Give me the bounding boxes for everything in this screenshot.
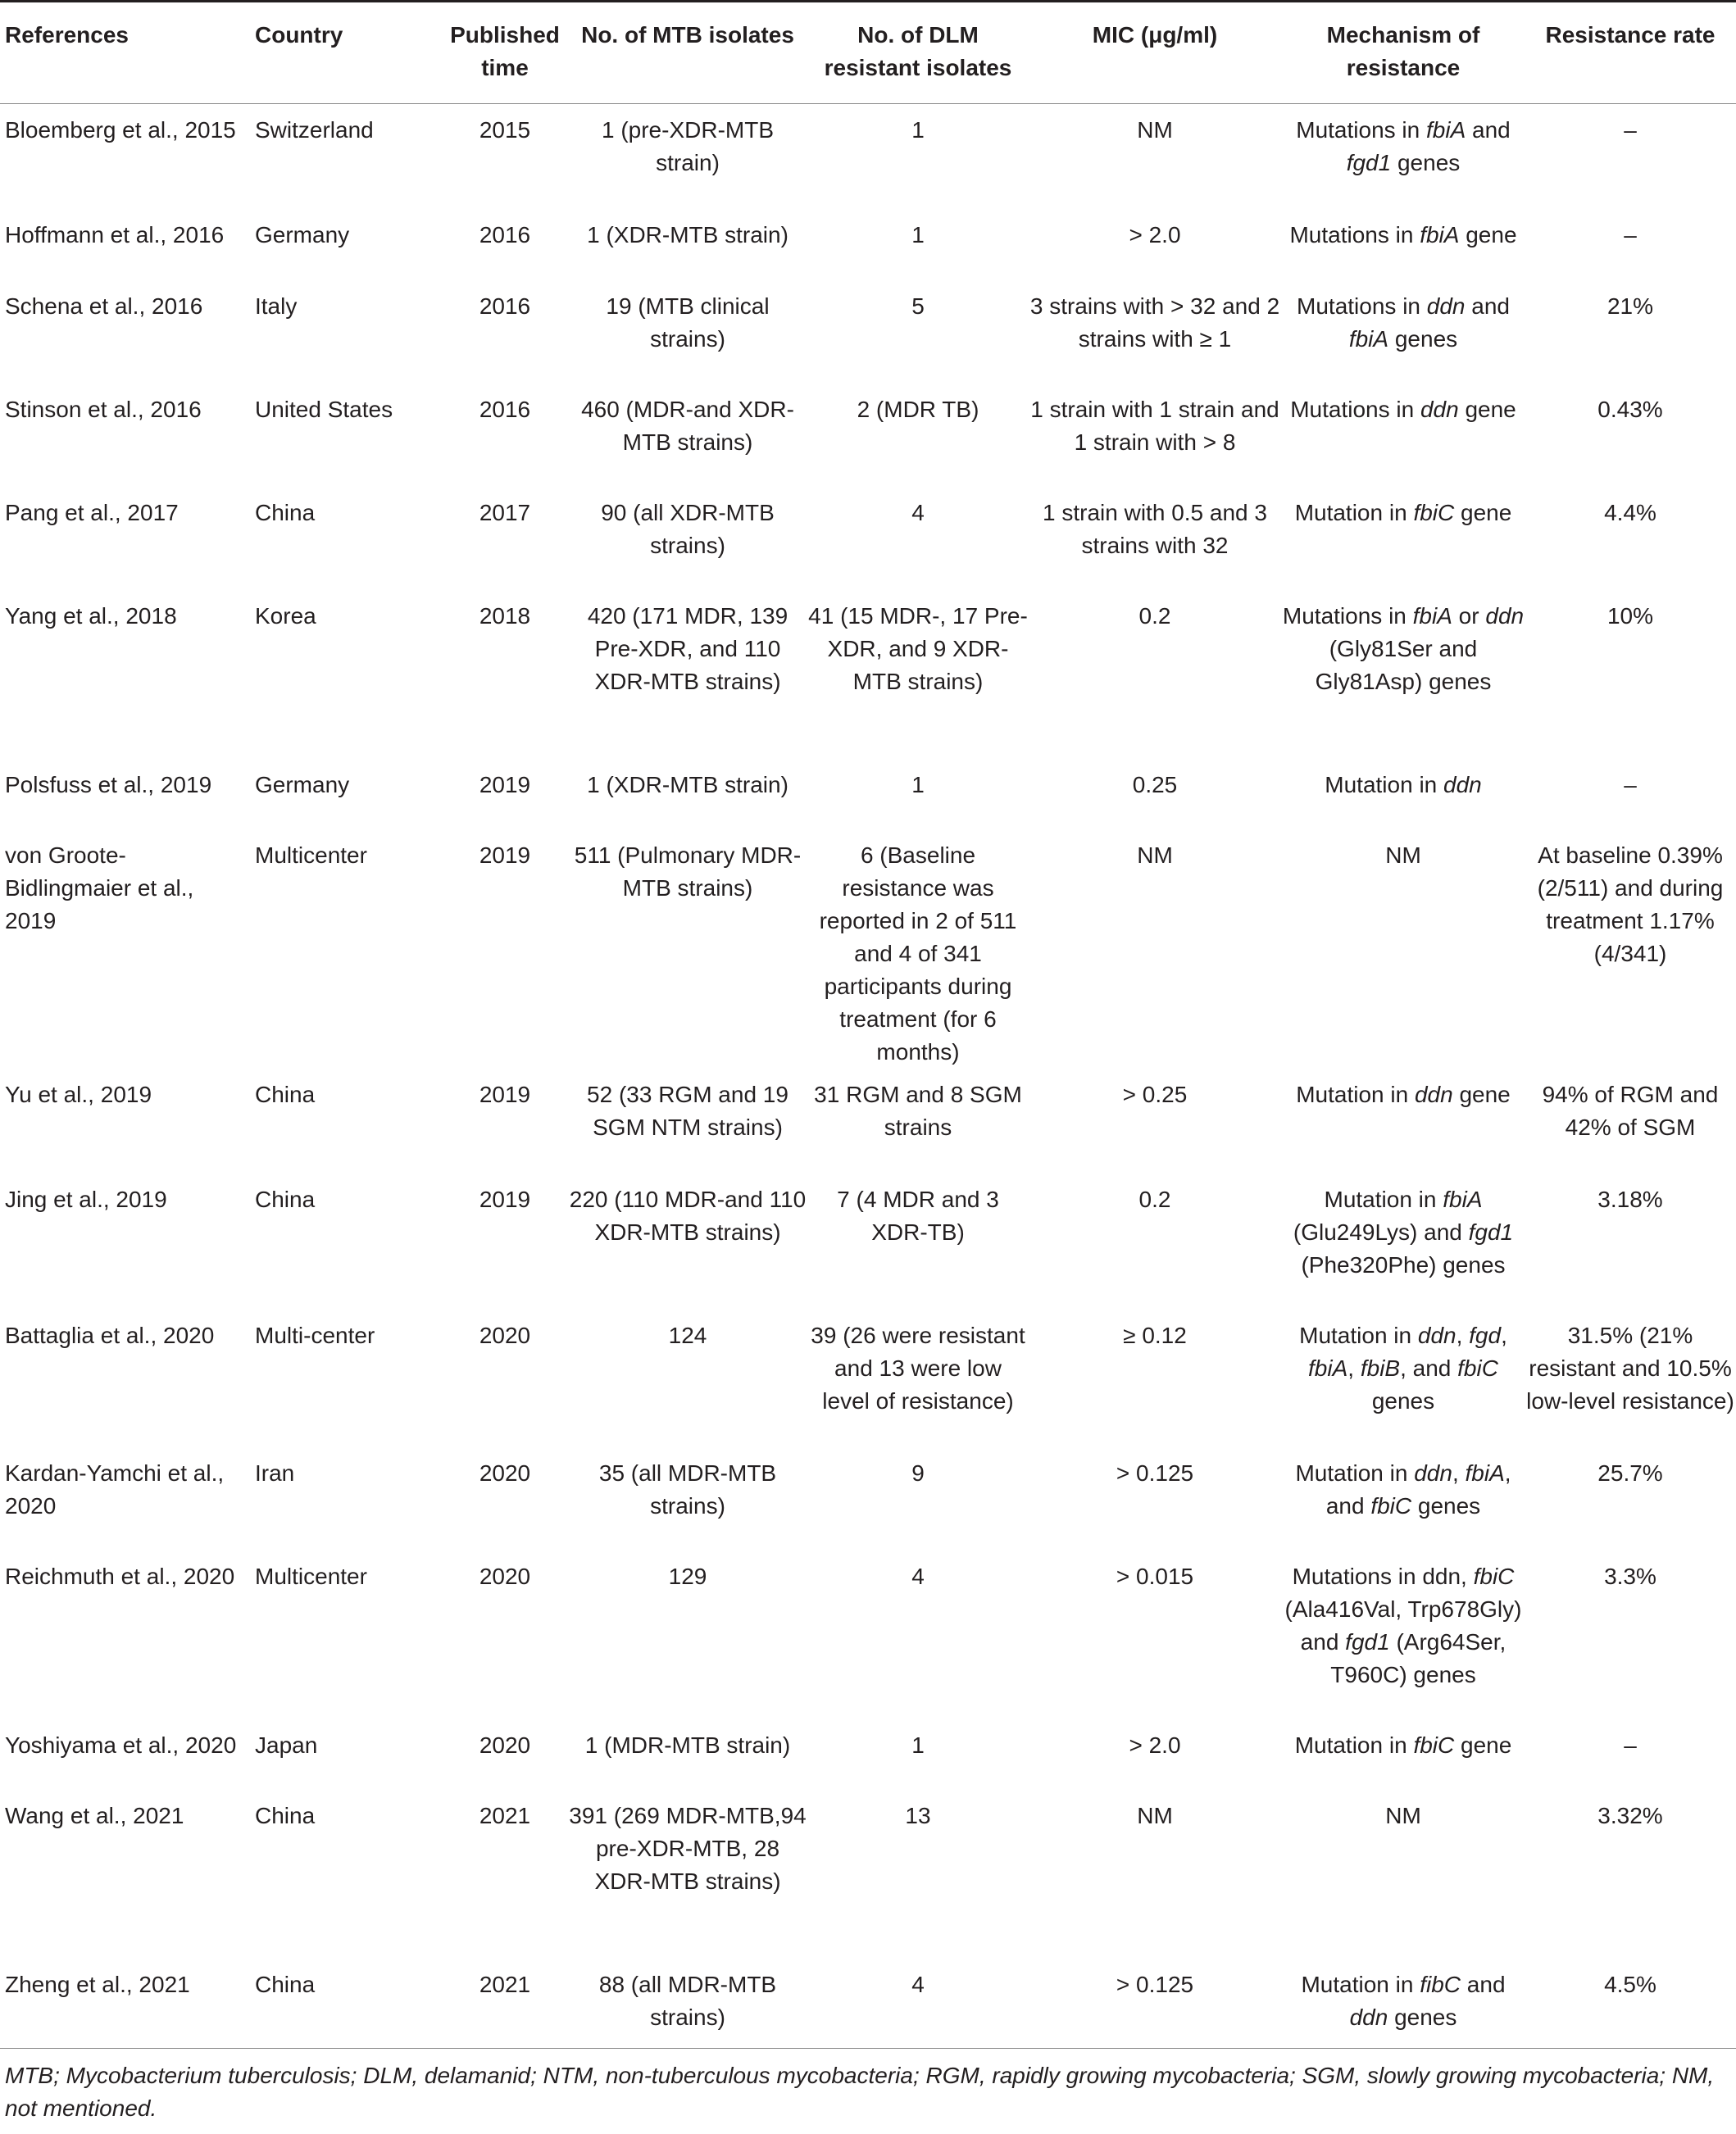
table-row <box>0 280 1736 384</box>
cell-dlm-resistant: 4 <box>911 499 925 525</box>
cell-mechanism: Mutation in ddn, fgd, fbiA, fbiB, and fbiC genes <box>1299 1322 1507 1414</box>
cell-mic: 0.2 <box>1138 602 1171 629</box>
cell-mic: > 0.015 <box>1116 1563 1194 1589</box>
table-header-row <box>0 2 1736 104</box>
cell-country: China <box>255 1802 316 1828</box>
cell-reference: Yoshiyama et al., 2020 <box>5 1732 237 1758</box>
cell-published-time: 2020 <box>479 1732 531 1758</box>
cell-reference: Kardan-Yamchi et al., 2020 <box>5 1460 225 1519</box>
header-dlm-resistant-isolates: No. of DLM resistant isolates <box>824 22 1012 80</box>
cell-dlm-resistant: 5 <box>911 293 925 319</box>
cell-mechanism: Mutations in ddn, fbiC (Ala416Val, Trp678Gly) and fgd1 (Arg64Ser, T960C) genes <box>1284 1563 1522 1687</box>
cell-published-time: 2019 <box>479 771 531 797</box>
cell-published-time: 2021 <box>479 1802 531 1828</box>
cell-mtb-isolates: 19 (MTB clinical strains) <box>606 293 770 352</box>
cell-published-time: 2020 <box>479 1460 531 1486</box>
cell-country: Multicenter <box>255 842 367 868</box>
header-mic: MIC (μg/ml) <box>1092 22 1218 48</box>
cell-country: Japan <box>255 1732 318 1758</box>
cell-reference: Jing et al., 2019 <box>5 1186 167 1212</box>
cell-dlm-resistant: 1 <box>911 1732 925 1758</box>
cell-resistance-rate: – <box>1624 771 1637 797</box>
cell-dlm-resistant: 39 (26 were resistant and 13 were low level of resistance) <box>811 1322 1025 1414</box>
cell-mic: NM <box>1137 1802 1173 1828</box>
cell-mechanism: NM <box>1385 1802 1421 1828</box>
cell-dlm-resistant: 9 <box>911 1460 925 1486</box>
cell-published-time: 2016 <box>479 293 531 319</box>
cell-reference: Battaglia et al., 2020 <box>5 1322 215 1348</box>
table-row <box>0 1790 1736 1959</box>
cell-dlm-resistant: 1 <box>911 117 925 143</box>
cell-published-time: 2019 <box>479 1186 531 1212</box>
cell-published-time: 2015 <box>479 117 531 143</box>
cell-published-time: 2020 <box>479 1563 531 1589</box>
cell-reference: Bloemberg et al., 2015 <box>5 117 236 143</box>
cell-mtb-isolates: 420 (171 MDR, 139 Pre-XDR, and 110 XDR-MTB strains) <box>587 602 788 694</box>
cell-mechanism: Mutation in fbiC gene <box>1294 1732 1512 1758</box>
table-row <box>0 384 1736 487</box>
cell-mechanism: Mutation in ddn <box>1325 771 1482 797</box>
cell-country: China <box>255 1081 316 1107</box>
table-row <box>0 1551 1736 1719</box>
cell-mtb-isolates: 88 (all MDR-MTB strains) <box>598 1971 777 2030</box>
cell-mic: 1 strain with 1 strain and 1 strain with > 8 <box>1030 396 1279 455</box>
cell-resistance-rate: At baseline 0.39% (2/511) and during treatment 1.17% (4/341) <box>1537 842 1724 966</box>
cell-mechanism: Mutations in ddn gene <box>1290 396 1516 422</box>
cell-mtb-isolates: 35 (all MDR-MTB strains) <box>598 1460 777 1519</box>
cell-mechanism: Mutations in fbiA and fgd1 genes <box>1296 117 1511 175</box>
cell-mic: 1 strain with 0.5 and 3 strains with 32 <box>1043 499 1267 558</box>
cell-resistance-rate: 10% <box>1606 602 1654 629</box>
cell-published-time: 2020 <box>479 1322 531 1348</box>
cell-mic: 0.2 <box>1138 1186 1171 1212</box>
cell-mic: 0.25 <box>1132 771 1178 797</box>
cell-mechanism: Mutation in ddn gene <box>1296 1081 1511 1107</box>
cell-mic: > 2.0 <box>1129 221 1181 247</box>
cell-dlm-resistant: 2 (MDR TB) <box>857 396 979 422</box>
cell-mtb-isolates: 1 (MDR-MTB strain) <box>584 1732 791 1758</box>
cell-mic: > 2.0 <box>1129 1732 1181 1758</box>
cell-reference: von Groote-Bidlingmaier et al., 2019 <box>5 842 194 933</box>
cell-mechanism: Mutations in fbiA gene <box>1289 221 1517 247</box>
cell-resistance-rate: 4.5% <box>1604 1971 1656 1997</box>
cell-dlm-resistant: 7 (4 MDR and 3 XDR-TB) <box>837 1186 999 1245</box>
table-row <box>0 1959 1736 2049</box>
cell-reference: Polsfuss et al., 2019 <box>5 771 212 797</box>
cell-published-time: 2019 <box>479 842 531 868</box>
cell-resistance-rate: 0.43% <box>1597 396 1663 422</box>
header-published-time: Published time <box>450 22 560 80</box>
cell-mic: 3 strains with > 32 and 2 strains with ≥ 1 <box>1029 293 1280 352</box>
cell-mtb-isolates: 1 (XDR-MTB strain) <box>587 221 788 247</box>
cell-country: Italy <box>255 293 298 319</box>
cell-resistance-rate: 3.3% <box>1604 1563 1656 1589</box>
cell-resistance-rate: 25.7% <box>1597 1460 1663 1486</box>
table-row <box>0 590 1736 759</box>
cell-reference: Zheng et al., 2021 <box>5 1971 190 1997</box>
table-row <box>0 209 1736 280</box>
cell-reference: Schena et al., 2016 <box>5 293 203 319</box>
cell-resistance-rate: 3.32% <box>1597 1802 1663 1828</box>
table-row <box>0 1069 1736 1174</box>
cell-mechanism: Mutations in fbiA or ddn (Gly81Ser and Gly81Asp) genes <box>1282 602 1525 694</box>
cell-country: China <box>255 499 316 525</box>
cell-mtb-isolates: 1 (pre-XDR-MTB strain) <box>601 117 774 175</box>
cell-country: Switzerland <box>255 117 374 143</box>
cell-country: Germany <box>255 771 350 797</box>
table-body <box>0 104 1736 2049</box>
cell-reference: Yang et al., 2018 <box>5 602 177 629</box>
cell-mtb-isolates: 129 <box>668 1563 707 1589</box>
cell-reference: Wang et al., 2021 <box>5 1802 184 1828</box>
cell-dlm-resistant: 1 <box>911 771 925 797</box>
cell-published-time: 2016 <box>479 396 531 422</box>
cell-reference: Reichmuth et al., 2020 <box>5 1563 235 1589</box>
cell-country: China <box>255 1186 316 1212</box>
cell-country: Multi-center <box>255 1322 375 1348</box>
cell-mechanism: NM <box>1385 842 1421 868</box>
table-row <box>0 1174 1736 1310</box>
cell-mechanism: Mutations in ddn and fbiA genes <box>1297 293 1510 352</box>
cell-mtb-isolates: 1 (XDR-MTB strain) <box>587 771 788 797</box>
cell-mic: ≥ 0.12 <box>1123 1322 1187 1348</box>
table-row <box>0 1719 1736 1790</box>
cell-mic: > 0.125 <box>1116 1460 1194 1486</box>
cell-mtb-isolates: 90 (all XDR-MTB strains) <box>601 499 775 558</box>
cell-resistance-rate: 21% <box>1606 293 1654 319</box>
cell-mtb-isolates: 52 (33 RGM and 19 SGM NTM strains) <box>587 1081 788 1140</box>
header-mechanism: Mechanism of resistance <box>1326 22 1480 80</box>
cell-dlm-resistant: 31 RGM and 8 SGM strains <box>814 1081 1022 1140</box>
header-mtb-isolates: No. of MTB isolates <box>581 22 794 48</box>
cell-dlm-resistant: 4 <box>911 1971 925 1997</box>
cell-country: Iran <box>255 1460 295 1486</box>
cell-dlm-resistant: 13 <box>905 1802 931 1828</box>
cell-dlm-resistant: 4 <box>911 1563 925 1589</box>
table-row <box>0 829 1736 1069</box>
cell-country: United States <box>255 396 393 422</box>
cell-published-time: 2018 <box>479 602 531 629</box>
cell-country: Germany <box>255 221 350 247</box>
cell-dlm-resistant: 1 <box>911 221 925 247</box>
cell-mic: NM <box>1137 842 1173 868</box>
table-row <box>0 1310 1736 1447</box>
cell-mtb-isolates: 511 (Pulmonary MDR-MTB strains) <box>574 842 802 901</box>
cell-reference: Pang et al., 2017 <box>5 499 179 525</box>
cell-dlm-resistant: 6 (Baseline resistance was reported in 2 of 511 and 4 of 341 participants during treatment (for 6 months) <box>819 842 1017 1065</box>
header-resistance-rate: Resistance rate <box>1545 22 1716 48</box>
table-row <box>0 104 1736 209</box>
cell-published-time: 2021 <box>479 1971 531 1997</box>
cell-mtb-isolates: 220 (110 MDR-and 110 XDR-MTB strains) <box>569 1186 807 1245</box>
cell-resistance-rate: 94% of RGM and 42% of SGM <box>1542 1081 1719 1140</box>
cell-reference: Yu et al., 2019 <box>5 1081 152 1107</box>
cell-country: Korea <box>255 602 316 629</box>
table-footnote: MTB; Mycobacterium tuberculosis; DLM, delamanid; NTM, non-tuberculous mycobacteria; RGM, rapidly growing mycobacteria; SGM, slowly growing mycobacteria; NM, not mentioned. <box>5 2063 1715 2121</box>
table-row <box>0 759 1736 829</box>
cell-reference: Stinson et al., 2016 <box>5 396 202 422</box>
header-references: References <box>5 22 129 48</box>
cell-resistance-rate: – <box>1624 117 1637 143</box>
cell-resistance-rate: 31.5% (21% resistant and 10.5% low-level resistance) <box>1526 1322 1734 1414</box>
cell-resistance-rate: – <box>1624 221 1637 247</box>
cell-mic: NM <box>1137 117 1173 143</box>
cell-mechanism: Mutation in ddn, fbiA, and fbiC genes <box>1295 1460 1511 1519</box>
cell-mtb-isolates: 391 (269 MDR-MTB,94 pre-XDR-MTB, 28 XDR-MTB strains) <box>569 1802 807 1894</box>
cell-reference: Hoffmann et al., 2016 <box>5 221 225 247</box>
cell-dlm-resistant: 41 (15 MDR-, 17 Pre-XDR, and 9 XDR-MTB strains) <box>808 602 1028 694</box>
cell-resistance-rate: 4.4% <box>1604 499 1656 525</box>
header-country: Country <box>255 22 343 48</box>
cell-country: Multicenter <box>255 1563 367 1589</box>
table-row <box>0 1447 1736 1551</box>
cell-mtb-isolates: 460 (MDR-and XDR-MTB strains) <box>581 396 794 455</box>
cell-country: China <box>255 1971 316 1997</box>
cell-published-time: 2019 <box>479 1081 531 1107</box>
cell-mtb-isolates: 124 <box>668 1322 707 1348</box>
cell-published-time: 2017 <box>479 499 531 525</box>
cell-resistance-rate: 3.18% <box>1597 1186 1663 1212</box>
cell-mechanism: Mutation in fbiC gene <box>1294 499 1512 525</box>
table-row <box>0 487 1736 590</box>
cell-published-time: 2016 <box>479 221 531 247</box>
cell-mechanism: Mutation in fbiA (Glu249Lys) and fgd1 (Phe320Phe) genes <box>1293 1186 1514 1278</box>
cell-mechanism: Mutation in fibC and ddn genes <box>1301 1971 1506 2030</box>
cell-mic: > 0.125 <box>1116 1971 1194 1997</box>
cell-resistance-rate: – <box>1624 1732 1637 1758</box>
cell-mic: > 0.25 <box>1122 1081 1188 1107</box>
